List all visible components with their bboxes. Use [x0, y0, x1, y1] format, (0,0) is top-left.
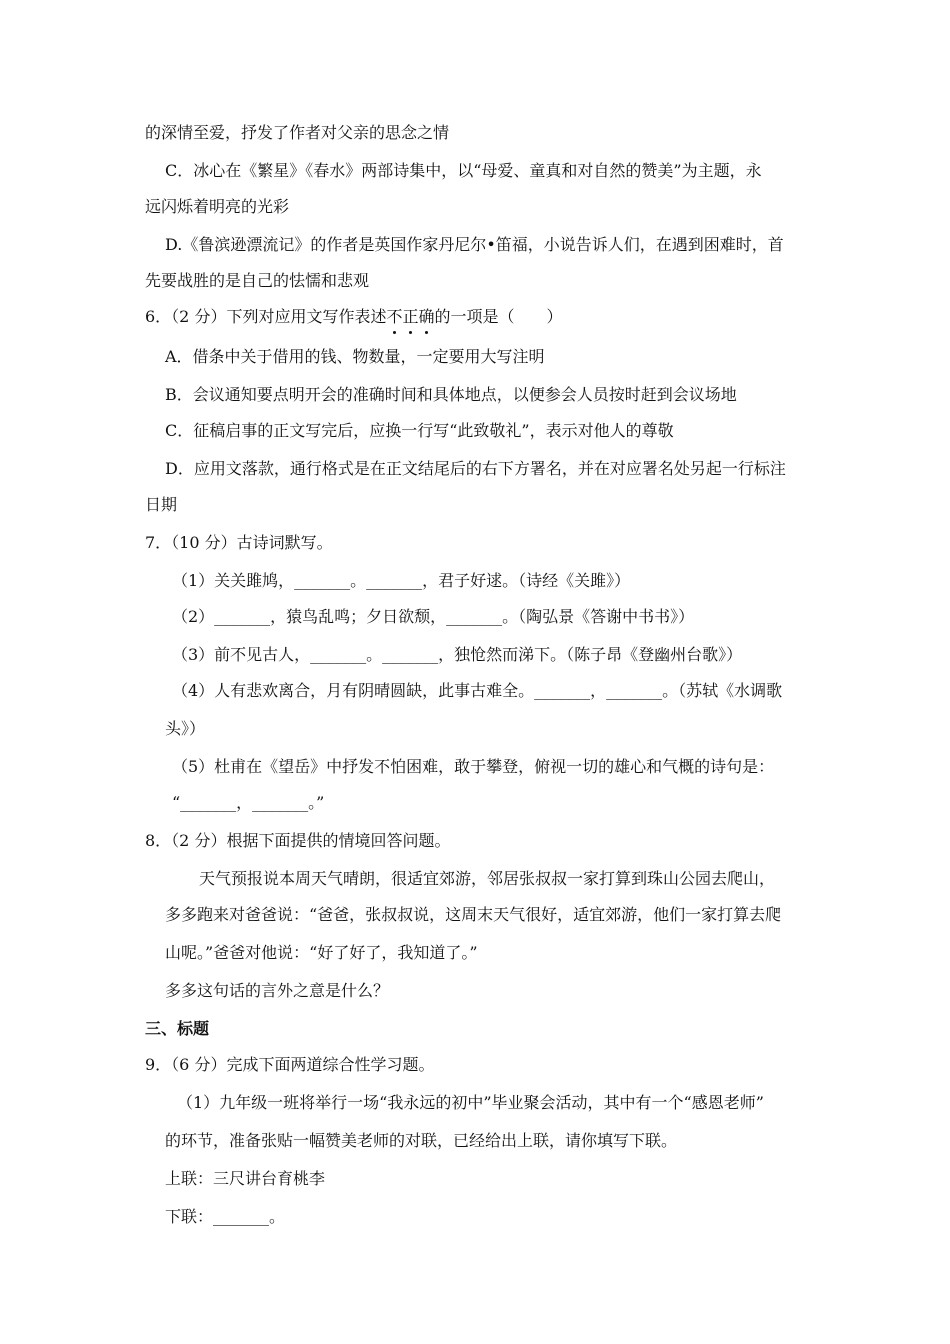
q5-option-b-end: 的深情至爱，抒发了作者对父亲的思念之情 [145, 123, 450, 142]
q9-part1-line2: 的环节，准备张贴一幅赞美老师的对联，已经给出上联，请你填写下联。 [165, 1131, 678, 1150]
q9-stem: 9．（6 分）完成下面两道综合性学习题。 [145, 1055, 435, 1074]
q9-lower-couplet: 下联：_______。 [165, 1207, 286, 1226]
q9-part1-line1: （1）九年级一班将举行一场“我永远的初中”毕业聚会活动，其中有一个“感恩老师” [177, 1093, 764, 1112]
q8-stem: 8．（2 分）根据下面提供的情境回答问题。 [145, 831, 451, 850]
q8-passage-line3: 山呢。”爸爸对他说：“好了好了，我知道了。” [165, 943, 478, 962]
q6-option-a: A．借条中关于借用的钱、物数量，一定要用大写注明 [165, 347, 545, 366]
q5-option-d-line1: D.《鲁滨逊漂流记》的作者是英国作家丹尼尔•笛福，小说告诉人们，在遇到困难时，首 [165, 235, 784, 254]
q6-emph-char: 确 [418, 307, 435, 326]
q6-option-d-line2: 日期 [145, 495, 178, 514]
q8-passage-line2: 多多跑来对爸爸说：“爸爸，张叔叔说，这周末天气很好，适宜郊游，他们一家打算去爬 [165, 905, 782, 924]
q6-emph-char: 正 [402, 307, 419, 326]
q5-option-c-line1: C．冰心在《繁星》《春水》两部诗集中，以“母爱、童真和对自然的赞美”为主题，永 [165, 161, 762, 180]
q5-option-d-line2: 先要战胜的是自己的怯懦和悲观 [145, 271, 370, 290]
q6-option-c: C．征稿启事的正文写完后，应换一行写“此致敬礼”，表示对他人的尊敬 [165, 421, 674, 440]
q6-emph-char: 不 [386, 307, 403, 326]
q5-option-c-line2: 远闪烁着明亮的光彩 [145, 197, 290, 216]
q7-sub-5-line2: “_______，_______。” [172, 793, 325, 812]
q7-sub-4-line2: 头》） [165, 719, 206, 738]
q6-stem [145, 306, 563, 328]
q6-option-d-line1: D．应用文落款，通行格式是在正文结尾后的右下方署名，并在对应署名处另起一行标注 [165, 459, 786, 478]
q7-sub-3: （3）前不见古人，_______。_______，独怆然而涕下。（陈子昂《登幽州台歌》） [172, 645, 743, 664]
q6-option-b: B．会议通知要点明开会的准确时间和具体地点，以便参会人员按时赶到会议场地 [165, 385, 737, 404]
section-heading: 三、标题 [145, 1019, 210, 1038]
q7-sub-1: （1）关关雎鸠，_______。_______，君子好逑。（诗经《关雎》） [172, 571, 631, 590]
q7-stem: 7．（10 分）古诗词默写。 [145, 533, 333, 552]
q9-upper-couplet: 上联：三尺讲台育桃李 [165, 1169, 326, 1188]
q8-question: 多多这句话的言外之意是什么？ [165, 981, 390, 1000]
q7-sub-4-line1: （4）人有悲欢离合，月有阴晴圆缺，此事古难全。_______，_______。（苏轼《水调歌 [172, 681, 783, 700]
q7-sub-2: （2）_______，猿鸟乱鸣；夕日欲颓，_______。（陶弘景《答谢中书书》） [172, 607, 695, 626]
q6-stem-pre: 6．（2 分）下列对应用文写作表述 [145, 307, 387, 326]
q6-stem-post: 的一项是（ ） [434, 307, 563, 326]
q7-sub-5-line1: （5）杜甫在《望岳》中抒发不怕困难，敢于攀登，俯视一切的雄心和气概的诗句是： [172, 757, 775, 776]
q8-passage-line1: 天气预报说本周天气晴朗，很适宜郊游，邻居张叔叔一家打算到珠山公园去爬山， [199, 869, 776, 888]
